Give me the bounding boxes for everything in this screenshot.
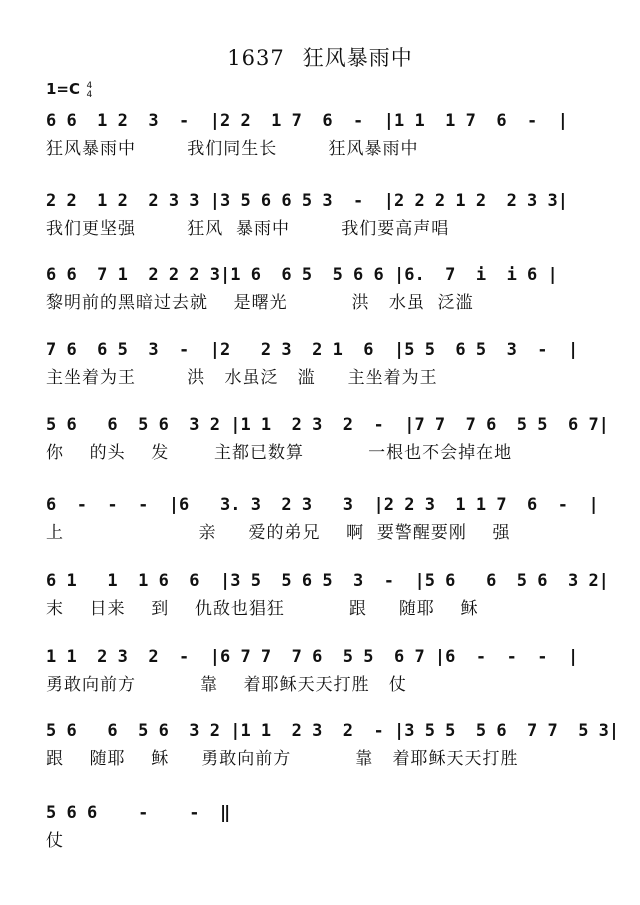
lyrics-line: 跟 随耶 稣 勇敢向前方 靠 着耶稣天天打胜	[46, 749, 519, 769]
song-name: 狂风暴雨中	[302, 46, 413, 70]
notation-line: 1 1 2 3 2 - |6 7 7 7 6 5 5 6 7 |6 - - - |	[46, 647, 579, 667]
score-row	[46, 262, 606, 318]
notation-line: 7 6 6 5 3 - |2 2 3 2 1 6 |5 5 6 5 3 - |	[46, 340, 579, 360]
lyrics-line: 仗	[46, 831, 64, 851]
score-row	[46, 412, 609, 468]
time-signature	[87, 82, 93, 100]
notation-line: 5 6 6 - - ‖	[46, 803, 231, 823]
lyrics-line: 黎明前的黑暗过去就 是曙光 洪 水虽 泛滥	[46, 293, 474, 313]
meter-bottom: 4	[86, 90, 93, 100]
score-row	[46, 337, 606, 393]
notation-line: 5 6 6 5 6 3 2 |1 1 2 3 2 - |3 5 5 5 6 7 7 5 3|	[46, 721, 620, 741]
lyrics-line: 你 的头 发 主都已数算 一根也不会掉在地	[46, 443, 513, 463]
song-number: 1637	[227, 46, 285, 70]
lyrics-line: 狂风暴雨中 我们同生长 狂风暴雨中	[46, 139, 419, 159]
lyrics-line: 末 日来 到 仇敌也猖狂 跟 随耶 稣	[46, 599, 479, 619]
score-row	[46, 188, 606, 244]
notation-line: 6 6 1 2 3 - |2 2 1 7 6 - |1 1 1 7 6 - |	[46, 111, 568, 131]
score-row	[46, 800, 606, 856]
key-signature	[46, 80, 92, 100]
notation-line: 6 1 1 1 6 6 |3 5 5 6 5 3 - |5 6 6 5 6 3 2|	[46, 571, 609, 591]
meter-top: 4	[86, 81, 93, 91]
notation-line: 5 6 6 5 6 3 2 |1 1 2 3 2 - |7 7 7 6 5 5 6 7|	[46, 415, 609, 435]
lyrics-line: 主坐着为王 洪 水虽泛 滥 主坐着为王	[46, 368, 438, 388]
score-row	[46, 108, 606, 164]
score-row	[46, 492, 606, 548]
song-title	[0, 42, 640, 72]
notation-line: 6 6 7 1 2 2 2 3|1 6 6 5 5 6 6 |6. 7 i i 6 |	[46, 265, 558, 285]
score-row	[46, 644, 606, 700]
notation-line: 2 2 1 2 2 3 3 |3 5 6 6 5 3 - |2 2 2 1 2 2 3 3|	[46, 191, 568, 211]
key-label: 1=C	[46, 80, 81, 98]
lyrics-line: 我们更坚强 狂风 暴雨中 我们要高声唱	[46, 219, 450, 239]
score-row	[46, 568, 609, 624]
notation-line: 6 - - - |6 3. 3 2 3 3 |2 2 3 1 1 7 6 - |	[46, 495, 599, 515]
lyrics-line: 上 亲 爱的弟兄 啊 要警醒要刚 强	[46, 523, 511, 543]
score-row	[46, 718, 620, 774]
lyrics-line: 勇敢向前方 靠 着耶稣天天打胜 仗	[46, 675, 407, 695]
